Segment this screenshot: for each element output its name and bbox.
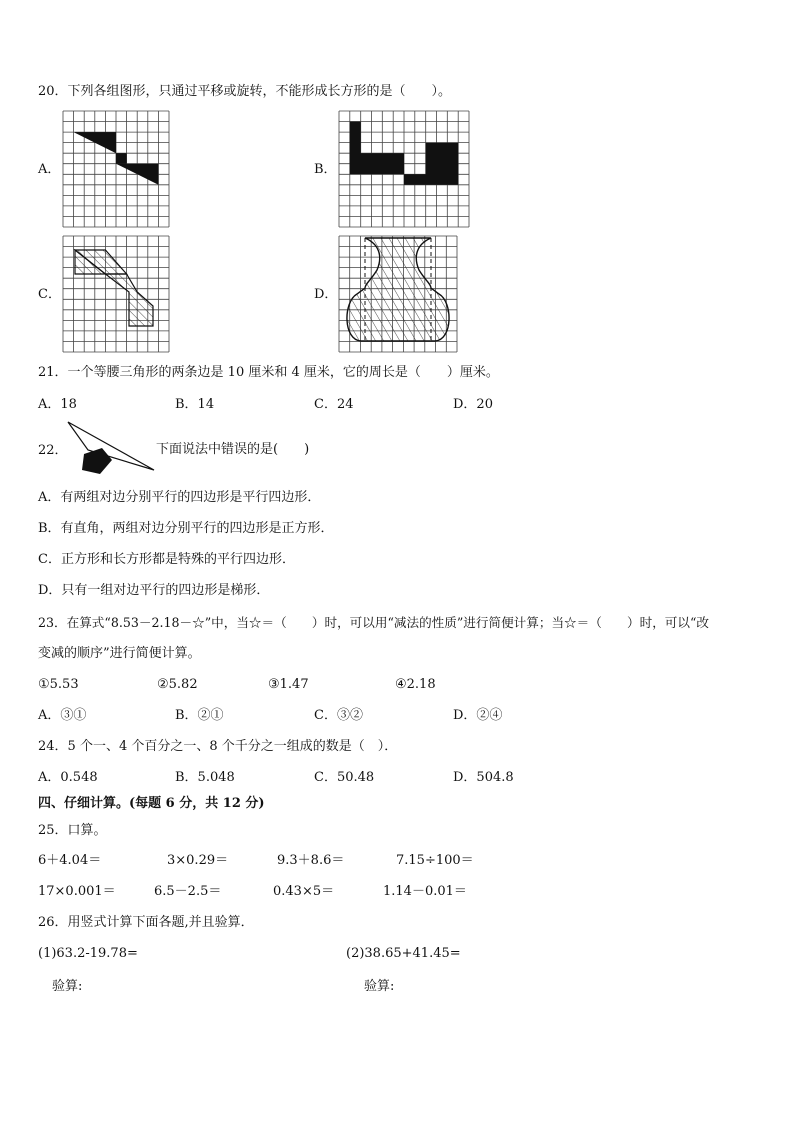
q25-item-2: 3×0.29＝ [167, 853, 229, 868]
q23-choice-3: ③1.47 [268, 677, 309, 692]
q21-stem: 21．一个等腰三角形的两条边是 10 厘米和 4 厘米，它的周长是（ ）厘米。 [38, 365, 499, 380]
q23-option-b: B．②① [175, 708, 224, 723]
q22-option-a: A．有两组对边分别平行的四边形是平行四边形． [38, 490, 321, 505]
q20-stem: 20．下列各组图形，只通过平移或旋转，不能形成长方形的是（ ）。 [38, 84, 452, 99]
q22-number: 22． [38, 443, 68, 458]
q22-option-c: C．正方形和长方形都是特殊的平行四边形． [38, 552, 295, 567]
q26-check-label-1: 验算: [52, 979, 83, 994]
q25-item-5: 17×0.001＝ [38, 884, 116, 899]
figure-b-grid-l-shapes [339, 111, 469, 227]
q23-choice-1: ①5.53 [38, 677, 79, 692]
set-square-pentagon-figure [66, 420, 156, 480]
q23-stem-line2: 变减的顺序”进行简便计算。 [38, 646, 201, 661]
q22-stem: 下面说法中错误的是( ) [156, 442, 310, 457]
q24-option-d: D．504.8 [453, 770, 514, 785]
q25-item-3: 9.3＋8.6＝ [277, 853, 345, 868]
q20-option-c-label: C． [38, 287, 61, 302]
q20-option-a-label: A． [38, 162, 61, 177]
q26-problem-2: (2)38.65+41.45= [346, 946, 461, 961]
q25-item-1: 6＋4.04＝ [38, 853, 102, 868]
q21-option-b: B．14 [175, 397, 215, 412]
q25-item-7: 0.43×5＝ [273, 884, 335, 899]
q24-stem: 24．5 个一、4 个百分之一、8 个千分之一组成的数是（ ）． [38, 739, 398, 754]
q21-option-d: D．20 [453, 397, 493, 412]
q23-option-c: C．③② [314, 708, 363, 723]
q20-option-b-label: B． [314, 162, 337, 177]
q25-stem: 25．口算。 [38, 823, 107, 838]
q23-option-d: D．②④ [453, 708, 503, 723]
q21-option-a: A．18 [38, 397, 77, 412]
q22-option-d: D．只有一组对边平行的四边形是梯形． [38, 583, 270, 598]
q23-option-a: A．③① [38, 708, 87, 723]
q24-option-a: A．0.548 [38, 770, 98, 785]
section-4-heading: 四、仔细计算。(每题 6 分，共 12 分) [38, 796, 265, 811]
q25-item-8: 1.14－0.01＝ [383, 884, 467, 899]
q23-choice-4: ④2.18 [395, 677, 436, 692]
q26-problem-1: (1)63.2-19.78= [38, 946, 138, 961]
figure-c-grid-hatched-shape [63, 236, 169, 352]
q21-option-c: C．24 [314, 397, 354, 412]
q22-option-b: B．有直角，两组对边分别平行的四边形是正方形． [38, 521, 334, 536]
figure-a-grid-triangles [63, 111, 169, 227]
q25-item-4: 7.15÷100＝ [396, 853, 474, 868]
q25-item-6: 6.5－2.5＝ [154, 884, 222, 899]
q24-option-b: B．5.048 [175, 770, 235, 785]
q24-option-c: C．50.48 [314, 770, 375, 785]
q26-check-label-2: 验算: [364, 979, 395, 994]
q20-option-d-label: D． [314, 287, 338, 302]
figure-d-grid-vase-shape [339, 236, 457, 352]
q26-stem: 26．用竖式计算下面各题,并且验算． [38, 915, 254, 930]
q23-stem-line1: 23．在算式“8.53－2.18－☆”中，当☆＝（ ）时，可以用“减法的性质”进行简便计算；当☆＝（ ）时，可以“改 [38, 615, 710, 630]
q23-choice-2: ②5.82 [157, 677, 198, 692]
